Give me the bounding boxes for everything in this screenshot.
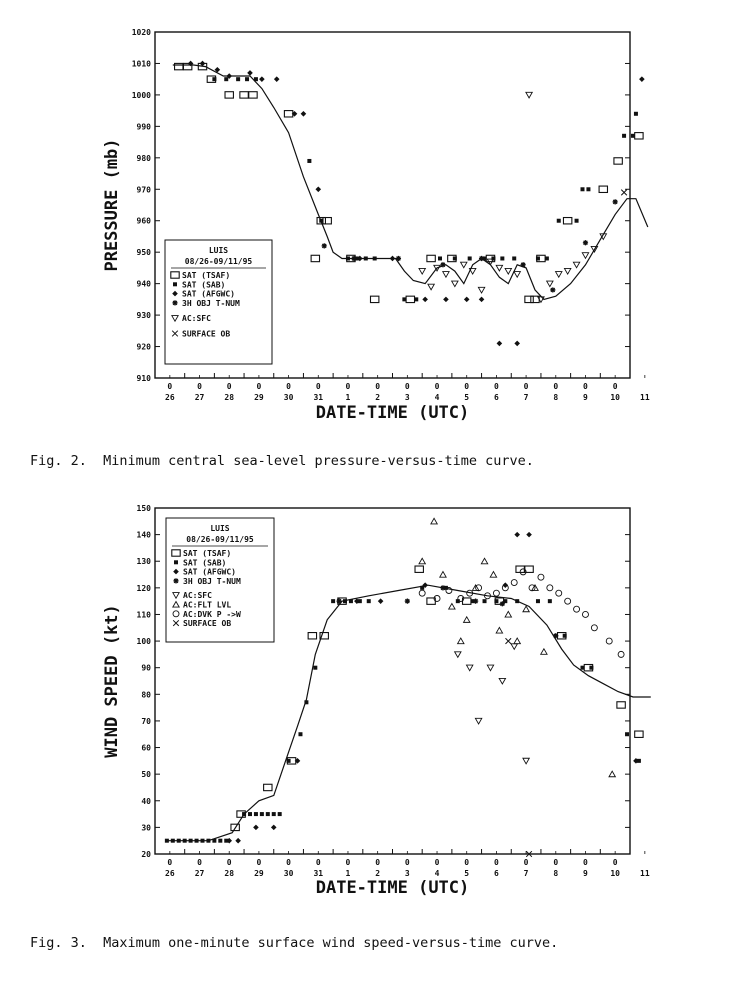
data-point — [514, 272, 520, 278]
data-point — [443, 272, 449, 278]
data-point — [415, 566, 423, 572]
data-point — [479, 297, 485, 303]
x-tick-hour: 0 — [553, 382, 559, 391]
data-point — [609, 771, 615, 777]
x-tick-hour: 0 — [315, 382, 321, 391]
x-tick-hour: 0 — [226, 858, 232, 867]
data-point — [443, 297, 449, 303]
y-tick-label: 90 — [141, 663, 151, 673]
data-point — [497, 341, 503, 347]
data-point — [468, 256, 472, 260]
x-tick-hour: 0 — [226, 382, 232, 391]
legend — [165, 240, 272, 364]
x-tick-day: 2 — [375, 393, 381, 402]
x-tick-day: 5 — [464, 869, 470, 878]
data-point — [311, 255, 319, 261]
data-point — [473, 599, 478, 604]
data-point — [581, 666, 585, 670]
y-tick-label: 70 — [141, 716, 151, 726]
data-point — [259, 76, 265, 82]
data-point — [635, 731, 643, 737]
y-tick-label: 1010 — [131, 59, 151, 69]
data-point — [440, 262, 445, 267]
x-tick-hour: 0 — [493, 382, 499, 391]
x-tick-day: 11 — [640, 393, 650, 402]
y-tick-label: 60 — [141, 743, 151, 753]
legend-marker — [174, 560, 178, 564]
data-point — [431, 518, 437, 524]
series-surface-ob — [505, 638, 531, 857]
data-point — [212, 77, 216, 81]
data-point — [505, 611, 511, 617]
data-point — [195, 839, 199, 843]
data-point — [515, 599, 519, 603]
data-point — [171, 839, 175, 843]
data-point — [464, 297, 470, 303]
data-point — [343, 599, 347, 603]
data-point — [500, 256, 504, 260]
x-tick-hour: 0 — [167, 858, 173, 867]
data-point — [618, 651, 624, 657]
data-point — [274, 76, 280, 82]
data-point — [235, 838, 241, 844]
x-tick-day: 10 — [610, 393, 620, 402]
x-tick-day: 1 — [345, 393, 351, 402]
data-point — [260, 812, 264, 816]
data-point — [589, 666, 593, 670]
x-tick-hour: 0 — [434, 858, 440, 867]
legend-entry: SAT (AFGWC) — [182, 289, 235, 299]
x-tick-hour: 0 — [197, 382, 202, 391]
x-tick-hour: 0 — [464, 858, 470, 867]
y-tick-label: 110 — [136, 610, 151, 620]
data-point — [631, 134, 635, 138]
data-point — [514, 638, 520, 644]
data-point — [240, 92, 248, 98]
legend-entry: SAT (TSAF) — [182, 271, 231, 280]
data-point — [406, 296, 414, 302]
data-point — [526, 532, 532, 538]
x-tick-day: 30 — [283, 869, 294, 878]
y-tick-label: 980 — [136, 153, 151, 163]
data-point — [206, 839, 210, 843]
data-point — [469, 268, 475, 274]
x-tick-day: 3 — [404, 869, 410, 878]
y-tick-label: 950 — [136, 248, 151, 258]
y-tick-label: 140 — [136, 530, 151, 540]
legend-entry: 3H OBJ T-NUM — [182, 298, 240, 308]
data-point — [553, 633, 558, 638]
data-point — [547, 585, 553, 591]
y-tick-label: 130 — [136, 557, 151, 567]
data-point — [464, 617, 470, 623]
legend-entry: SAT (TSAF) — [183, 549, 232, 558]
data-point — [247, 70, 253, 76]
data-point — [547, 281, 553, 287]
y-tick-label: 120 — [136, 583, 151, 593]
legend-entry: SURFACE OB — [183, 619, 232, 629]
data-point — [536, 599, 540, 603]
data-point — [521, 262, 526, 267]
data-point — [201, 839, 205, 843]
data-point — [606, 638, 612, 644]
y-tick-label: 910 — [136, 374, 151, 383]
data-point — [556, 272, 562, 278]
x-tick-hour: 0 — [523, 382, 529, 391]
data-point — [278, 812, 282, 816]
data-point — [177, 839, 181, 843]
data-point — [514, 532, 520, 538]
series-sat-tsaf- — [231, 566, 643, 831]
x-tick-day: 1 — [345, 869, 351, 878]
data-point — [453, 256, 457, 260]
legend — [166, 518, 274, 642]
data-point — [323, 218, 331, 224]
data-point — [307, 159, 311, 163]
data-point — [548, 599, 552, 603]
data-point — [189, 839, 193, 843]
x-axis-label: DATE-TIME (UTC) — [315, 403, 470, 423]
data-point — [479, 256, 484, 261]
data-point — [266, 812, 270, 816]
data-point — [346, 256, 350, 260]
x-tick-hour: 0 — [583, 382, 588, 391]
x-tick-day: 7 — [523, 393, 529, 402]
x-tick-day: 6 — [493, 869, 499, 878]
x-tick-day: 11 — [640, 869, 650, 878]
data-point — [563, 634, 567, 638]
x-tick-day: 28 — [224, 393, 235, 402]
x-tick-day: 29 — [254, 869, 264, 878]
y-axis-label: PRESSURE (mb) — [102, 138, 122, 272]
data-point — [319, 219, 323, 223]
x-tick-day: 26 — [165, 869, 175, 878]
data-point — [440, 572, 446, 578]
data-point — [245, 77, 249, 81]
data-point — [248, 812, 252, 816]
data-point — [550, 287, 555, 292]
series-sat-afgwc- — [226, 532, 638, 844]
data-point — [308, 633, 316, 639]
data-point — [272, 812, 276, 816]
data-point — [625, 732, 629, 736]
data-point — [582, 611, 588, 617]
data-point — [635, 133, 643, 139]
series-ac-dvk-p-w — [419, 569, 624, 658]
legend-dates: 08/26-09/11/95 — [186, 535, 254, 544]
data-point — [183, 839, 187, 843]
data-point — [364, 256, 368, 260]
data-point — [496, 265, 502, 271]
data-point — [563, 218, 571, 224]
x-tick-hour: 0 — [345, 382, 351, 391]
data-point — [496, 627, 502, 633]
x-tick-day: 10 — [610, 869, 620, 878]
figure-2-caption: Fig. 2. Minimum central sea-level pressure-versus-time curve. — [30, 453, 534, 469]
legend-entry: 3H OBJ T-NUM — [183, 576, 241, 586]
data-point — [541, 649, 547, 655]
x-tick-hour: 0 — [197, 858, 202, 867]
data-point — [373, 256, 377, 260]
data-point — [614, 158, 622, 164]
x-tick-hour: 0 — [583, 858, 588, 867]
x-tick-day: 31 — [313, 869, 324, 878]
x-tick-hour: 0 — [493, 858, 499, 867]
y-tick-label: 930 — [136, 311, 151, 321]
data-point — [236, 77, 240, 81]
data-point — [378, 598, 384, 604]
x-tick-day: 29 — [254, 393, 264, 402]
data-point — [573, 262, 579, 268]
x-tick-day: 9 — [583, 393, 588, 402]
data-point — [574, 606, 580, 612]
data-point — [581, 187, 585, 191]
data-point — [586, 187, 590, 191]
data-point — [287, 759, 291, 763]
data-point — [505, 268, 511, 274]
data-point — [390, 256, 396, 262]
x-tick-day: 6 — [493, 393, 499, 402]
legend-entry: AC:SFC — [182, 314, 211, 324]
data-point — [523, 606, 529, 612]
y-tick-label: 970 — [136, 185, 151, 195]
data-point — [351, 256, 356, 261]
pressure-chart — [0, 0, 736, 440]
y-tick-label: 940 — [136, 279, 151, 289]
legend-entry: AC:FLT LVL — [183, 600, 232, 610]
legend-entry: AC:SFC — [183, 591, 212, 601]
y-tick-label: 100 — [136, 637, 151, 647]
data-point — [440, 585, 445, 590]
data-point — [493, 590, 499, 596]
data-point — [583, 240, 588, 245]
data-point — [264, 784, 272, 790]
y-tick-label: 1020 — [131, 28, 151, 37]
x-tick-day: 27 — [194, 393, 205, 402]
data-point — [419, 268, 425, 274]
x-tick-day: 28 — [224, 869, 235, 878]
data-point — [271, 825, 277, 831]
data-point — [370, 296, 378, 302]
data-point — [249, 92, 257, 98]
data-point — [538, 574, 544, 580]
series-surface-ob — [621, 190, 627, 196]
x-axis-label: DATE-TIME (UTC) — [315, 878, 470, 898]
data-point — [458, 638, 464, 644]
data-point — [478, 287, 484, 293]
data-point — [499, 678, 505, 684]
x-tick-day: 5 — [464, 393, 470, 402]
x-tick-hour: 0 — [612, 382, 618, 391]
x-tick-day: 8 — [553, 393, 559, 402]
data-point — [253, 825, 259, 831]
x-tick-day: 31 — [313, 393, 324, 402]
legend-entry: SAT (SAB) — [182, 280, 226, 290]
data-point — [405, 599, 410, 604]
data-point — [505, 638, 511, 644]
data-point — [591, 625, 597, 631]
x-tick-hour: 0 — [286, 858, 292, 867]
data-point — [622, 134, 626, 138]
legend-title: LUIS — [210, 524, 230, 533]
data-point — [613, 199, 618, 204]
data-point — [536, 256, 540, 260]
y-tick-label: 960 — [136, 216, 151, 226]
y-tick-label: 40 — [141, 796, 151, 806]
data-point — [481, 558, 487, 564]
data-point — [419, 558, 425, 564]
y-tick-label: 150 — [136, 504, 151, 513]
data-point — [313, 666, 317, 670]
data-point — [212, 839, 216, 843]
data-point — [315, 186, 321, 192]
x-tick-hour: 0 — [375, 858, 381, 867]
data-point — [475, 718, 481, 724]
data-point — [556, 590, 562, 596]
data-point — [331, 599, 335, 603]
data-point — [414, 297, 418, 301]
series-ac-sfc — [455, 644, 530, 764]
x-tick-day: 9 — [583, 869, 588, 878]
x-tick-hour: 0 — [286, 382, 292, 391]
x-tick-hour: 0 — [256, 858, 262, 867]
data-point — [461, 262, 467, 268]
legend-marker — [173, 578, 178, 583]
data-point — [254, 812, 258, 816]
data-point — [621, 190, 627, 196]
data-point — [367, 599, 371, 603]
legend-entry: SAT (AFGWC) — [183, 567, 236, 577]
data-point — [218, 839, 222, 843]
data-point — [225, 92, 233, 98]
data-point — [490, 572, 496, 578]
data-point — [511, 580, 517, 586]
data-point — [284, 111, 292, 117]
data-point — [564, 268, 570, 274]
data-point — [639, 76, 645, 82]
data-point — [175, 63, 183, 69]
x-tick-day: 30 — [283, 393, 294, 402]
y-tick-label: 30 — [141, 823, 151, 833]
x-tick-day: 2 — [375, 869, 381, 878]
data-point — [298, 732, 302, 736]
data-point — [165, 839, 169, 843]
data-point — [422, 297, 428, 303]
data-point — [512, 256, 516, 260]
data-point — [420, 586, 424, 590]
data-point — [455, 652, 461, 658]
data-point — [254, 77, 258, 81]
series-ac-sfc — [419, 92, 606, 302]
data-point — [617, 702, 625, 708]
y-tick-label: 920 — [136, 342, 151, 352]
data-point — [427, 255, 435, 261]
data-point — [634, 112, 638, 116]
x-tick-hour: 0 — [345, 858, 351, 867]
legend-dates: 08/26-09/11/95 — [184, 257, 253, 266]
data-point — [304, 700, 308, 704]
data-point — [582, 253, 588, 259]
data-point — [224, 77, 228, 81]
data-point — [396, 256, 401, 261]
x-tick-day: 27 — [194, 869, 205, 878]
x-tick-hour: 0 — [375, 382, 381, 391]
data-point — [428, 284, 434, 290]
data-point — [500, 601, 505, 606]
x-tick-day: 4 — [434, 869, 440, 878]
x-tick-hour: 0 — [167, 382, 173, 391]
x-tick-hour: 0 — [315, 858, 321, 867]
legend-marker — [172, 300, 177, 305]
x-tick-hour: 0 — [553, 858, 559, 867]
series-3h-obj-t-num — [322, 199, 618, 292]
data-point — [301, 111, 307, 117]
data-point — [483, 599, 487, 603]
data-point — [466, 665, 472, 671]
x-tick-hour: 0 — [434, 382, 440, 391]
data-point — [242, 812, 246, 816]
data-point — [322, 243, 327, 248]
y-tick-label: 1000 — [131, 90, 151, 100]
series-ac-flt-lvl — [419, 518, 615, 776]
x-tick-hour: 0 — [404, 382, 410, 391]
data-point — [336, 599, 341, 604]
y-tick-label: 50 — [141, 770, 151, 780]
data-point — [525, 296, 533, 302]
legend-entry: SAT (SAB) — [183, 558, 227, 568]
legend-title: LUIS — [208, 246, 229, 255]
data-point — [438, 256, 442, 260]
x-tick-day: 3 — [404, 393, 410, 402]
y-tick-label: 20 — [141, 850, 151, 859]
data-point — [511, 644, 517, 650]
y-axis-label: WIND SPEED (kt) — [102, 604, 122, 758]
x-tick-hour: 0 — [404, 858, 410, 867]
data-point — [487, 665, 493, 671]
x-tick-day: 4 — [434, 393, 440, 402]
x-tick-hour: 0 — [256, 382, 262, 391]
figure-3-caption: Fig. 3. Maximum one-minute surface wind speed-versus-time curve. — [30, 935, 559, 951]
data-point — [514, 341, 520, 347]
legend-marker — [173, 282, 177, 286]
wind-speed-chart — [0, 490, 736, 920]
data-point — [565, 598, 571, 604]
data-point — [402, 297, 406, 301]
y-tick-label: 990 — [136, 122, 151, 132]
data-point — [449, 603, 455, 609]
x-tick-hour: 0 — [612, 858, 618, 867]
data-point — [452, 281, 458, 287]
x-tick-day: 26 — [165, 393, 175, 402]
legend-entry: AC:DVK P ->W — [183, 609, 241, 619]
data-point — [575, 219, 579, 223]
data-point — [419, 590, 425, 596]
data-point — [545, 256, 549, 260]
data-point — [494, 599, 498, 603]
data-point — [349, 599, 353, 603]
x-tick-hour: 0 — [523, 858, 529, 867]
data-point — [523, 758, 529, 764]
x-tick-day: 7 — [523, 869, 529, 878]
y-tick-label: 80 — [141, 690, 151, 700]
x-tick-hour: 0 — [464, 382, 470, 391]
legend-entry: SURFACE OB — [182, 329, 231, 339]
data-point — [557, 219, 561, 223]
data-point — [599, 186, 607, 192]
x-tick-day: 8 — [553, 869, 559, 878]
data-point — [526, 92, 532, 98]
